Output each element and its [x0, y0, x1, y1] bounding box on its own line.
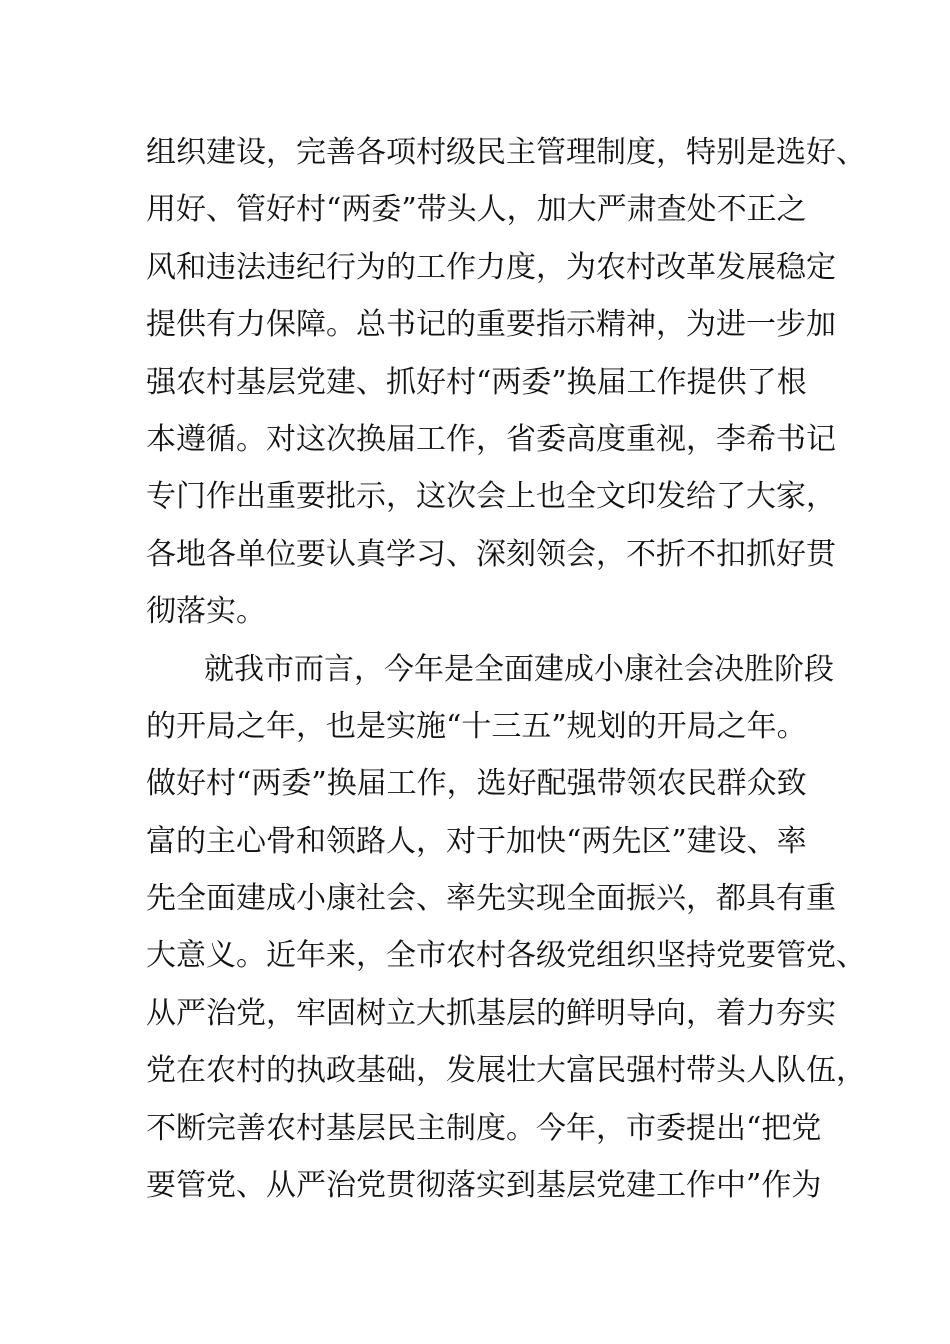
body-text [146, 124, 866, 1214]
text-line-2: 用好、管好村“两委”带头人，加大严肃查处不正之 [146, 192, 807, 228]
text-line-19: 要管党、从严治党贯彻落实到基层党建工作中”作为 [146, 1168, 822, 1204]
text-line-4: 提供有力保障。总书记的重要指示精神，为进一步加 [146, 307, 836, 343]
text-line-14: 先全面建成小康社会、率先实现全面振兴，都具有重 [146, 881, 836, 917]
text-line-11: 的开局之年，也是实施“十三五”规划的开局之年。 [146, 708, 807, 744]
text-line-10-paragraph-start: 就我市而言，今年是全面建成小康社会决胜阶段 [204, 651, 834, 687]
text-line-8: 各地各单位要认真学习、深刻领会，不折不扣抓好贯 [146, 536, 836, 572]
text-line-18: 不断完善农村基层民主制度。今年，市委提出“把党 [146, 1110, 822, 1146]
text-line-5: 强农村基层党建、抓好村“两委”换届工作提供了根 [146, 364, 807, 400]
text-line-7: 专门作出重要批示，这次会上也全文印发给了大家， [146, 479, 836, 515]
text-line-12: 做好村“两委”换届工作，选好配强带领农民群众致 [146, 766, 807, 802]
text-line-3: 风和违法违纪行为的工作力度，为农村改革发展稳定 [146, 249, 836, 285]
text-line-6: 本遵循。对这次换届工作，省委高度重视，李希书记 [146, 421, 836, 457]
text-line-15: 大意义。近年来，全市农村各级党组织坚持党要管党、 [146, 938, 866, 974]
text-line-1: 组织建设，完善各项村级民主管理制度，特别是选好、 [146, 135, 866, 170]
text-line-9: 彻落实。 [146, 594, 266, 630]
text-line-13: 富的主心骨和领路人，对于加快“两先区”建设、率 [146, 823, 807, 859]
text-line-17: 党在农村的执政基础，发展壮大富民强村带头人队伍， [146, 1053, 866, 1089]
text-line-16: 从严治党，牢固树立大抓基层的鲜明导向，着力夯实 [146, 995, 836, 1031]
